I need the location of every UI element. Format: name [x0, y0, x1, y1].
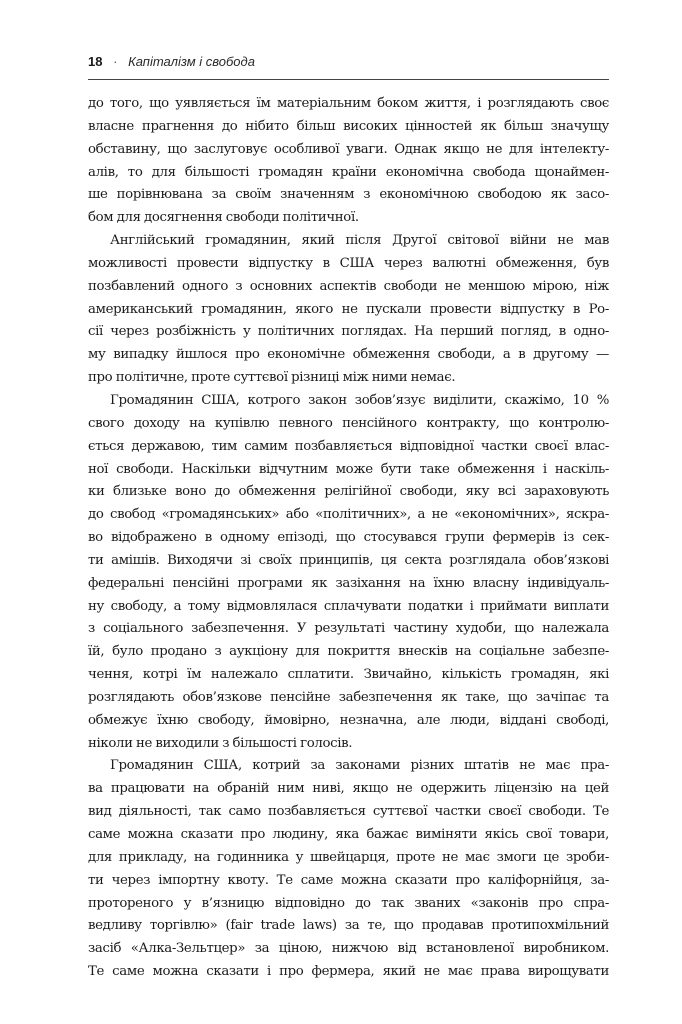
- text-line: обставину, що заслуговує особливої уваги. Однак якщо не для інтелекту-: [88, 141, 609, 157]
- text-line: ну свободу, а тому відмовлялася сплачувати податки і приймати виплати: [88, 598, 609, 614]
- text-line: Громадянин США, котрий за законами різних штатів не має пра-: [110, 758, 609, 774]
- text-line: Те саме можна сказати і про фермера, який не має права вирощувати: [88, 964, 609, 980]
- text-line: до того, що уявляється їм матеріальним боком життя, і розглядають своє: [88, 96, 609, 111]
- text-line: чення, котрі їм належало сплатити. Звичайно, кількість громадян, які: [88, 667, 609, 683]
- paragraph: [88, 230, 609, 390]
- text-line: сії через розбіжність у політичних поглядах. На перший погляд, в одно-: [88, 324, 609, 340]
- paragraph: [88, 93, 609, 230]
- text-line: ше порівнювана за своїм значенням з економічною свободою як засо-: [88, 187, 609, 203]
- header-rule: [88, 79, 609, 80]
- text-line: саме можна сказати про людину, яка бажає виміняти якісь свої товари,: [88, 827, 609, 842]
- text-line: ведливу торгівлю» (fair trade laws) за те, що продавав протипохмільний: [88, 918, 609, 934]
- text-line: ти амішів. Виходячи зі своїх принципів, ця секта розглядала обов’язкові: [88, 552, 609, 568]
- text-line: ної свободи. Наскільки відчутним може бути таке обмеження і наскіль-: [88, 461, 609, 477]
- text-line: засіб «Алка-Зельтцер» за ціною, нижчою від встановленої виробником.: [88, 941, 609, 957]
- text-line: до свобод «громадянських» або «політичних», а не «економічних», яскра-: [88, 507, 609, 523]
- text-line: обмежує їхню свободу, ймовірно, незначна, але люди, віддані свободі,: [88, 712, 609, 728]
- text-line: свого доходу на купівлю певного пенсійного контракту, що контролю-: [88, 415, 609, 431]
- text-line: алів, то для більшості громадян країни економічна свобода щонаймен-: [88, 164, 609, 180]
- text-line: можливості провести відпустку в США через валютні обмеження, був: [88, 255, 609, 271]
- text-line: Громадянин США, котрого закон зобов’язує виділити, скажімо, 10 %: [110, 392, 609, 408]
- text-line: позбавлений одного з основних аспектів свободи не меншою мірою, ніж: [88, 278, 609, 294]
- text-line: во відображено в одному епізоді, що стосувався групи фермерів із сек-: [88, 530, 609, 546]
- text-line: ва працювати на обраній ним ниві, якщо не одержить ліцензію на цей: [88, 781, 609, 797]
- text-line: з соціального забезпечення. У результаті частину худоби, що належала: [88, 621, 609, 637]
- text-line: бом для досягнення свободи політичної.: [88, 210, 359, 226]
- text-line: протореного у в’язницю відповідно до так званих «законів про спра-: [88, 895, 609, 911]
- text-line: їй, було продано з аукціону для покриття внесків на соціальне забезпе-: [88, 644, 609, 660]
- text-line: ється державою, тим самим позбавляється відповідної частки своєї влас-: [88, 438, 609, 454]
- running-title: Капіталізм і свобода: [128, 54, 255, 69]
- text-line: Англійський громадянин, який після Другої світової війни не мав: [110, 233, 609, 249]
- body-text: [88, 93, 609, 984]
- running-head: [88, 54, 608, 74]
- text-line: ти через імпортну квоту. Те саме можна сказати про каліфорнійця, за-: [88, 872, 609, 888]
- text-line: ніколи не виходили з більшості голосів.: [88, 735, 353, 751]
- text-line: розглядають обов’язкове пенсійне забезпечення як таке, що зачіпає та: [88, 689, 609, 705]
- text-line: му випадку йшлося про економічне обмеження свободи, а в другому —: [88, 347, 609, 363]
- text-line: про політичне, проте суттєвої різниці між ними немає.: [88, 370, 456, 386]
- text-line: федеральні пенсійні програми як зазіхання на їхню власну індивідуаль-: [88, 575, 609, 591]
- header-separator: ·: [113, 54, 118, 69]
- text-line: американський громадянин, якого не пускали провести відпустку в Ро-: [88, 301, 609, 317]
- text-line: ки близьке воно до обмеження релігійної свободи, яку всі зараховують: [88, 484, 609, 500]
- text-line: вид діяльності, так само позбавляється суттєвої частки своєї свободи. Те: [88, 804, 609, 820]
- page-number: 18: [88, 54, 103, 69]
- text-line: для прикладу, на годинника у швейцарця, проте не має змоги це зроби-: [88, 849, 609, 865]
- paragraph: [88, 390, 609, 756]
- paragraph: [88, 755, 609, 983]
- text-line: власне прагнення до нібито більш високих цінностей як більш значущу: [88, 118, 609, 134]
